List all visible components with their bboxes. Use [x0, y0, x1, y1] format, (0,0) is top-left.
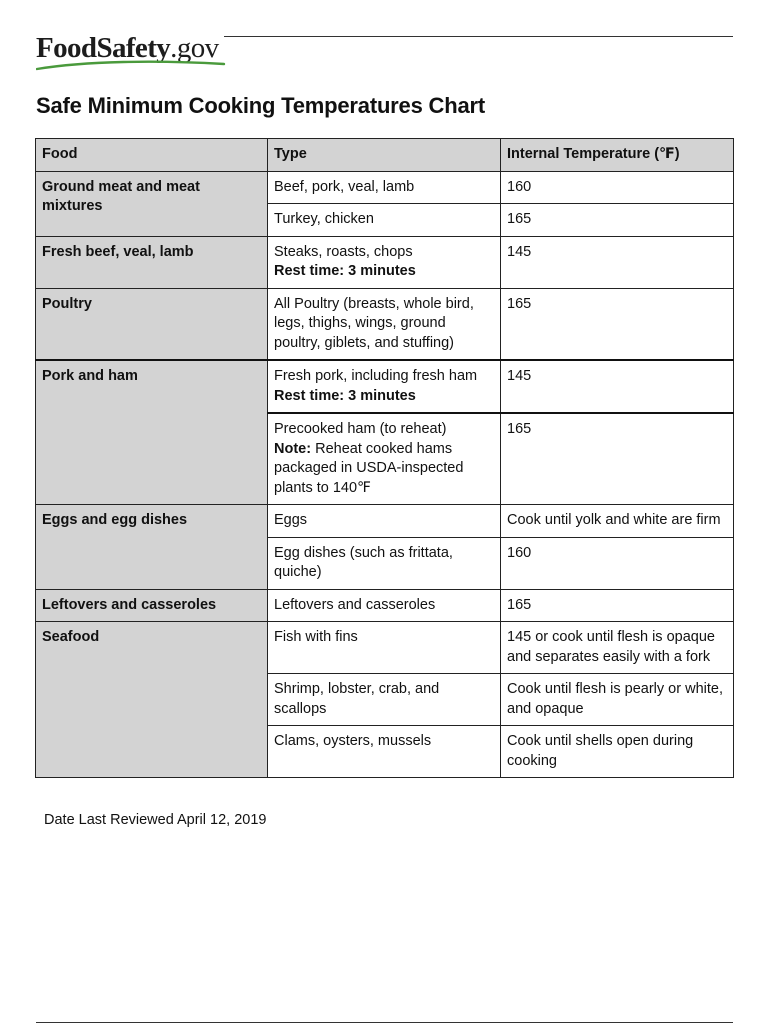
food-type-text: Fish with fins [274, 629, 358, 645]
internal-temperature-cell: 160 [501, 537, 734, 589]
internal-temperature-cell: 165 [501, 288, 734, 360]
food-type-text: Clams, oysters, mussels [274, 733, 432, 749]
food-type-text: Shrimp, lobster, crab, and scallops [274, 681, 440, 717]
table-row [36, 505, 734, 538]
bold-note: Rest time: 3 minutes [274, 387, 416, 404]
food-type-text: Steaks, roasts, chops [274, 243, 413, 260]
food-type-text: Fresh pork, including fresh ham [274, 368, 478, 384]
food-type-cell [268, 413, 501, 505]
internal-temperature-cell: 145 [501, 360, 734, 413]
logo-brand: FoodSafety [36, 32, 171, 64]
internal-temperature-cell: Cook until flesh is pearly or white, and opaque [501, 674, 734, 726]
food-type-cell [268, 505, 501, 538]
date-last-reviewed: Date Last Reviewed April 12, 2019 [44, 812, 267, 828]
food-type-line [274, 178, 494, 198]
food-type-cell [268, 360, 501, 413]
food-category-cell: Pork and ham [36, 360, 268, 505]
internal-temperature-cell: 165 [501, 413, 734, 505]
table-header-row [36, 139, 734, 172]
food-type-cell [268, 589, 501, 622]
food-type-line [274, 262, 494, 282]
logo-swoosh-icon [36, 58, 226, 72]
food-type-text: Reheat cooked hams packaged in USDA-inspected plants to 140℉ [274, 440, 464, 496]
table-row [36, 589, 734, 622]
table-row [36, 622, 734, 674]
food-type-line [274, 544, 494, 583]
food-type-line [274, 732, 494, 752]
food-type-line [274, 680, 494, 719]
table-row [36, 288, 734, 360]
internal-temperature-cell: 165 [501, 589, 734, 622]
food-type-cell [268, 537, 501, 589]
table-body [36, 171, 734, 778]
footer-divider [36, 1022, 733, 1023]
bold-note: Note: [274, 440, 312, 457]
food-type-text: All Poultry (breasts, whole bird, legs, thighs, wings, ground poultry, giblets, and stuffing) [274, 295, 474, 351]
food-type-line [274, 210, 494, 230]
bold-note: Rest time: 3 minutes [274, 263, 416, 279]
header-type: Type [268, 139, 501, 172]
foodsafety-logo [36, 32, 226, 72]
food-type-text: Beef, pork, veal, lamb [274, 178, 415, 195]
food-type-line [274, 367, 494, 387]
food-category-cell: Poultry [36, 288, 268, 360]
food-type-line [274, 420, 494, 440]
food-category-cell: Seafood [36, 622, 268, 778]
header-divider [224, 36, 733, 37]
food-type-line [274, 596, 494, 616]
food-category-cell: Leftovers and casseroles [36, 589, 268, 622]
internal-temperature-cell: 160 [501, 171, 734, 204]
internal-temperature-cell: 145 or cook until flesh is opaque and separates easily with a fork [501, 622, 734, 674]
table-row [36, 171, 734, 204]
food-type-text: Leftovers and casseroles [274, 596, 436, 613]
food-type-cell [268, 622, 501, 674]
table-row [36, 360, 734, 413]
food-type-text: Egg dishes (such as frittata, quiche) [274, 544, 453, 580]
page-title: Safe Minimum Cooking Temperatures Chart [36, 93, 485, 118]
food-type-line [274, 295, 494, 354]
cooking-temperatures-table [35, 138, 734, 778]
food-category-cell: Ground meat and meat mixtures [36, 171, 268, 236]
food-type-cell [268, 726, 501, 778]
food-category-cell: Eggs and egg dishes [36, 505, 268, 590]
internal-temperature-cell: Cook until shells open during cooking [501, 726, 734, 778]
food-type-line [274, 243, 494, 263]
food-type-cell [268, 288, 501, 360]
table-row [36, 236, 734, 288]
food-type-text: Turkey, chicken [274, 211, 374, 227]
internal-temperature-cell: 165 [501, 204, 734, 237]
food-type-cell [268, 171, 501, 204]
internal-temperature-cell: 145 [501, 236, 734, 288]
food-type-cell [268, 236, 501, 288]
food-type-line [274, 440, 494, 499]
food-type-line [274, 387, 494, 407]
food-type-text: Precooked ham (to reheat) [274, 421, 447, 437]
header-food: Food [36, 139, 268, 172]
food-type-text: Eggs [274, 512, 308, 528]
food-type-cell [268, 674, 501, 726]
internal-temperature-cell: Cook until yolk and white are firm [501, 505, 734, 538]
header-internal-temperature: Internal Temperature (℉) [501, 139, 734, 172]
food-type-line [274, 511, 494, 531]
food-type-cell [268, 204, 501, 237]
logo-tld: .gov [170, 32, 219, 64]
food-category-cell: Fresh beef, veal, lamb [36, 236, 268, 288]
food-type-line [274, 628, 494, 648]
